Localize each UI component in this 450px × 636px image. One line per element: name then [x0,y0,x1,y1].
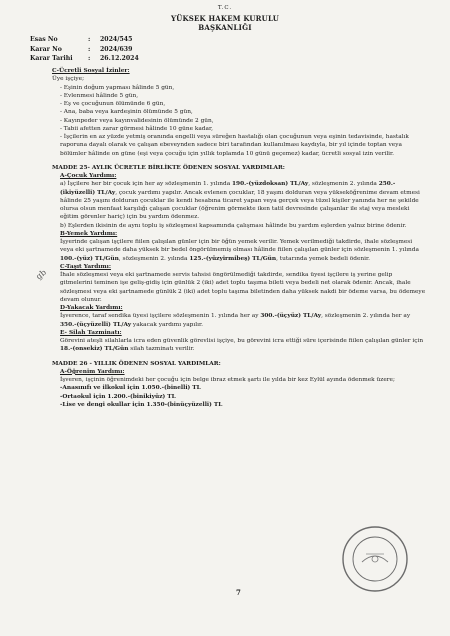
meta-value: 2024/545 [100,36,133,43]
meta-row [30,45,139,55]
section-title-izin: C-Ücretli Sosyal İzinler: [52,68,130,74]
article-25-title: MADDE 25- AYLIK ÜCRETLE BİRLİKTE ÖDENEN SOSYAL YARDIMLAR: [52,164,285,171]
page-number: 7 [236,588,241,597]
izin-paragraph: - İşçilerin en az yüzde yetmiş oranında engelli veya süreğen hastalığı olan çocuğunun veya eşinin tedavisinde, hastalık raporuna dayalı olarak ve çalışan ebeveynden sadece biri tarafından kullanılması kaydıyla, bir yıl içinde toptan veya bölümler hâlinde on güne (eşi veya çocuğu için yıllık toplamda 10 günü geçemez) kadar, ücretli sosyal izin verilir. [60,134,409,157]
fuel-aid-text: İşverence, taraf sendika üyesi işçilere sözleşmenin 1. yılında her ay 300.-(üçyüz) TL/Ay, sözleşmenin 2. yılında her ay 350.-(üçyüzelli) TL/Ay yakacak yardımı yapılır. [60,313,411,328]
official-seal-stamp [340,524,410,594]
meta-value: 26.12.2024 [100,55,139,63]
margin-handwritten-mark: gb [34,267,48,282]
article-26-title: MADDE 26 - YILLIK ÖDENEN SOSYAL YARDIMLAR: [52,360,221,367]
izin-item: - Evlenmesi hâlinde 5 gün, [60,92,139,99]
education-aid-title: A-Öğrenim Yardımı: [60,368,125,375]
izin-item: - Kayınpeder veya kayınvalidesinin ölümünde 2 gün, [60,117,214,124]
meta-colon: : [88,55,91,63]
izin-item: - Tabii afetten zarar görmesi hâlinde 10 güne kadar, [60,125,213,132]
izin-item: - Eşinin doğum yapması hâlinde 5 gün, [60,84,175,91]
header-org: YÜKSEK HAKEM KURULU [170,13,280,23]
education-aid-item: -Anasınıfı ve ilkokul için 1.050.-(binelli) TL [60,385,201,392]
child-aid-title: A-Çocuk Yardımı: [60,173,117,179]
education-aid-item: -Ortaokul için 1.200.-(binikiyüz) TL [60,393,176,400]
meal-aid-title: B-Yemek Yardımı: [60,230,118,237]
document-body [52,67,426,409]
education-aid-text: İşveren, işçinin öğrenimdeki her çocuğu için belge ibraz etmek şartı ile yılda bir kez Eylül ayında ödenmek üzere; [60,377,395,383]
izin-item: - Eş ve çocuğunun ölümünde 6 gün, [60,101,166,107]
meta-key: Esas No [30,36,58,43]
meta-row [30,35,139,45]
weapon-compensation-title: E- Silah Tazminatı: [60,329,122,336]
case-meta [30,35,139,64]
izin-item: - Ana, baba veya kardeşinin ölümünde 5 gün, [60,109,193,116]
meta-key: Karar Tarihi [30,55,73,63]
weapon-compensation-text: Görevini ateşli silahlarla icra eden güvenlik görevlisi işçiye, bu görevini icra ettiği süre içerisinde fiilen çalışılan günler için 18.-(onsekiz) TL/Gün silah tazminatı verilir. [60,338,424,353]
education-aid-item: -Lise ve dengi okullar için 1.350-(binüçyüzelli) TL [60,401,223,408]
meta-value: 2024/639 [100,45,133,53]
header-tc: T.C. [217,5,233,11]
child-aid-b: b) Eşlerden ikisinin de aynı toplu iş sözleşmesi kapsamında çalışması hâlinde bu yardım eşlerden yalnız birine ödenir. [60,222,407,229]
fuel-aid-title: D-Yakacak Yardımı: [60,305,123,311]
header-dept: BAŞKANLIĞI [198,23,252,32]
izin-intro: Üye işçiye; [52,76,85,83]
meal-aid-text: İşyerinde çalışan işçilere fiilen çalışılan günler için bir öğün yemek verilir. Yemek verilmediği takdirde, ihale sözleşmesi veya eki şartnamede daha yüksek bir bedel öngörülmemiş olması hâlinde fiilen çalışılan günler için sözleşmenin 1. yılında 100.-(yüz) TL/Gün, sözleşmenin 2. yılında 125.-(yüzyirmibeş) TL/Gün, tutarında yemek bedeli ödenir. [60,239,419,262]
document-header [0,4,450,33]
transport-aid-text: İhale sözleşmesi veya eki şartnamede servis tahsisi öngörülmediği takdirde, sendika üyesi işçilere iş yerine gelip gitmelerini teminen işe geliş-gidiş için günlük 2 (iki) adet toplu taşıma bileti veya bedeli net olarak ödenir. Ancak, ihale sözleşmesi veya eki şartnamede günlük 2 (iki) adet toplu taşıma biletinden daha yüksek nakdi bir ödeme varsa, bu ödemeye devam olunur. [60,272,426,303]
transport-aid-title: C-Taşıt Yardımı: [60,263,111,270]
meta-colon: : [88,45,91,53]
meta-row [30,54,139,64]
meta-colon: : [88,36,91,43]
meta-key: Karar No [30,45,62,53]
child-aid-a: a) İşçilere her bir çocuk için her ay sözleşmenin 1. yılında 190.-(yüzdoksan) TL/Ay, sözleşmenin 2. yılında 250.-(ikiyüzelli) TL/Ay, çocuk yardımı yapılır. Ancak evlenen çocuklar, 18 yaşını dolduran veya yükseköğrenime devam etmesi hâlinde 25 yaşını dolduran çocuklar ile kendi hesabına ticaret yapan veya gerçek veya tüzel kişiler yanında her ne şekilde olursa olsun menfaat karşılığı çalışan çocuklar (öğrenim görmekte iken tatil devresinde çalışanlar ile staj veya mesleki eğitim görenler hariç) için bu yardım ödenmez. [60,181,420,221]
